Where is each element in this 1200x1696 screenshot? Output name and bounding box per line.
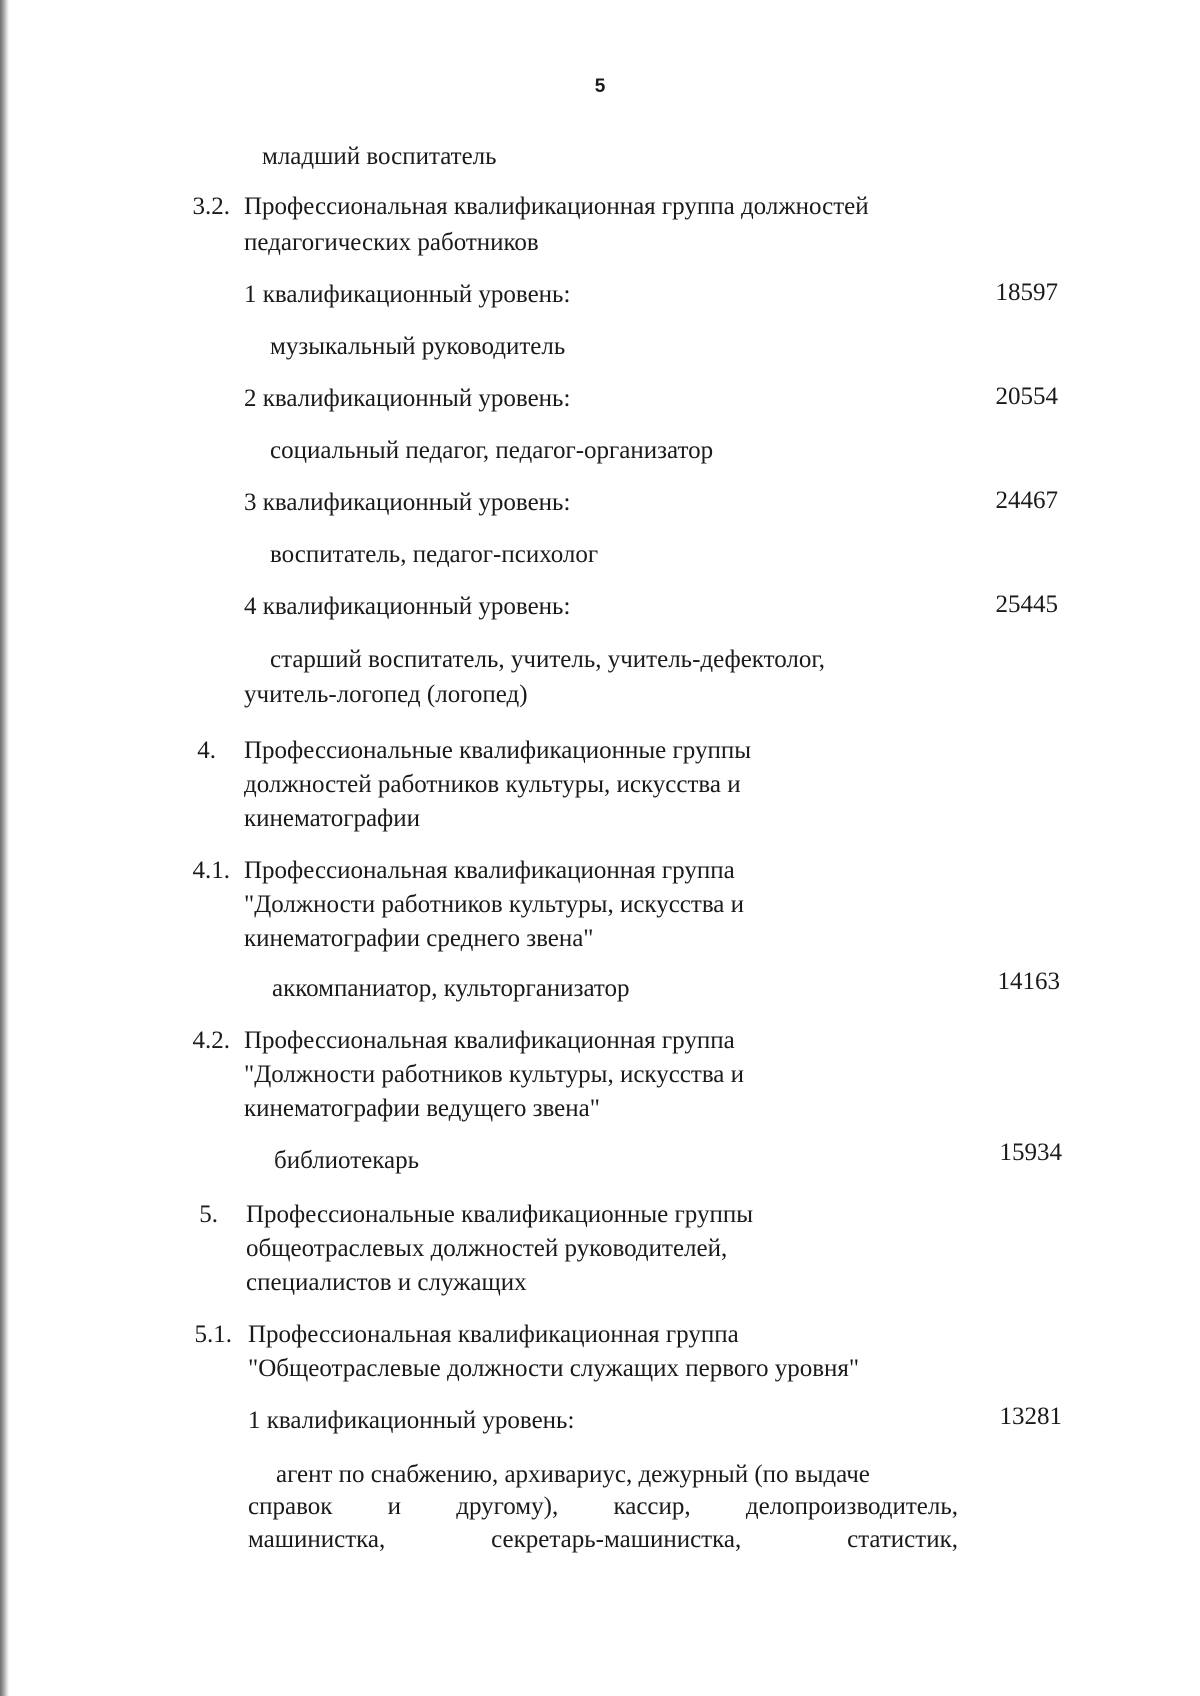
- section-title-5-line2: общеотраслевых должностей руководителей,: [246, 1235, 728, 1262]
- section-title-4-2-line1: Профессиональная квалификационная группа: [244, 1027, 735, 1054]
- level-4-positions-line1: старший воспитатель, учитель, учитель-дефектолог,: [270, 646, 826, 673]
- level-2-salary: 20554: [995, 383, 1058, 410]
- section-5-1-salary: 13281: [999, 1403, 1062, 1430]
- positions-word: справок: [248, 1493, 333, 1520]
- section-number-3-2: 3.2.: [192, 193, 230, 220]
- section-title-5-1-line2: "Общеотраслевые должности служащих первого уровня": [248, 1355, 860, 1382]
- section-4-1-salary: 14163: [997, 968, 1060, 995]
- positions-word: кассир,: [613, 1493, 691, 1520]
- positions-word: делопроизводитель,: [745, 1493, 958, 1520]
- section-5-1-positions-line3: [248, 1524, 958, 1556]
- section-5-1-positions-line2: [248, 1491, 958, 1523]
- section-title-5-line3: специалистов и служащих: [246, 1269, 527, 1296]
- level-1-label: 1 квалификационный уровень:: [244, 281, 571, 308]
- level-4-salary: 25445: [995, 591, 1058, 618]
- level-3-positions: воспитатель, педагог-психолог: [270, 541, 599, 568]
- positions-word: секретарь-машинистка,: [491, 1526, 742, 1553]
- level-2-label: 2 квалификационный уровень:: [244, 385, 571, 412]
- section-5-1-level-1-label: 1 квалификационный уровень:: [248, 1407, 575, 1434]
- section-4-2-positions: библиотекарь: [274, 1147, 420, 1174]
- level-4-label: 4 квалификационный уровень:: [244, 593, 571, 620]
- section-number-4: 4.: [197, 737, 216, 764]
- section-title-4-line1: Профессиональные квалификационные группы: [244, 737, 752, 764]
- section-5-1-positions-line1: агент по снабжению, архивариус, дежурный (по выдаче: [276, 1461, 870, 1488]
- level-1-salary: 18597: [995, 279, 1058, 306]
- positions-word: машинистка,: [248, 1526, 386, 1553]
- section-number-5-1: 5.1.: [194, 1321, 232, 1348]
- level-3-salary: 24467: [995, 487, 1058, 514]
- section-title-4-2-line2: "Должности работников культуры, искусства и: [244, 1061, 745, 1088]
- scan-edge-shadow: [0, 0, 9, 1696]
- section-title-4-1-line3: кинематографии среднего звена": [244, 925, 594, 952]
- section-title-5-line1: Профессиональные квалификационные группы: [246, 1201, 754, 1228]
- section-4-1-positions: аккомпаниатор, культорганизатор: [272, 975, 630, 1002]
- level-2-positions: социальный педагог, педагог-организатор: [270, 437, 714, 464]
- positions-word: другому),: [456, 1493, 559, 1520]
- section-number-5: 5.: [199, 1201, 218, 1228]
- section-title-4-line2: должностей работников культуры, искусства и: [244, 771, 741, 798]
- level-1-positions: музыкальный руководитель: [270, 333, 566, 360]
- section-number-4-1: 4.1.: [192, 857, 230, 884]
- section-4-2-salary: 15934: [999, 1139, 1062, 1166]
- section-title-4-1-line1: Профессиональная квалификационная группа: [244, 857, 735, 884]
- positions-word: статистик,: [847, 1526, 958, 1553]
- section-title-3-2-line2: педагогических работников: [244, 229, 539, 256]
- section-title-4-1-line2: "Должности работников культуры, искусства и: [244, 891, 745, 918]
- section-title-4-2-line3: кинематографии ведущего звена": [244, 1095, 600, 1122]
- level-4-positions-line2: учитель-логопед (логопед): [244, 681, 528, 708]
- section-title-5-1-line1: Профессиональная квалификационная группа: [248, 1321, 739, 1348]
- section-title-4-line3: кинематографии: [244, 805, 421, 832]
- section-number-4-2: 4.2.: [192, 1027, 230, 1054]
- position-junior-educator: младший воспитатель: [262, 143, 497, 170]
- page-number: 5: [594, 76, 606, 97]
- level-3-label: 3 квалификационный уровень:: [244, 489, 571, 516]
- section-title-3-2-line1: Профессиональная квалификационная группа должностей: [244, 193, 869, 220]
- positions-word: и: [387, 1493, 401, 1520]
